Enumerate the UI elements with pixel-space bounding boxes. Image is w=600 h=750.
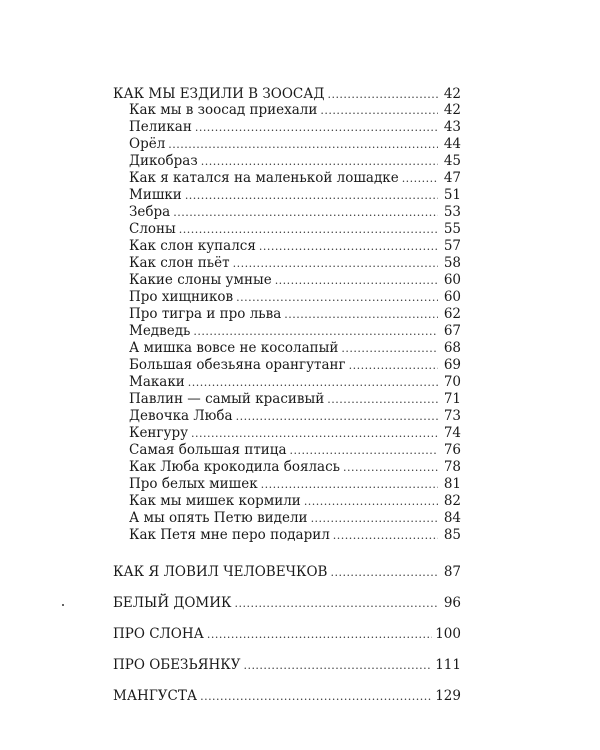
dot-leader xyxy=(311,510,438,527)
dot-leader xyxy=(284,306,438,323)
stray-ink-dot xyxy=(62,604,64,606)
dot-leader xyxy=(320,102,438,119)
toc-item xyxy=(129,476,461,493)
toc-item-title: Как слон купался xyxy=(129,238,256,254)
toc-page-number: 85 xyxy=(443,527,461,543)
toc-item xyxy=(129,357,461,374)
dot-leader xyxy=(333,527,438,544)
toc-page-number: 62 xyxy=(443,306,461,322)
toc-item-title: Павлин — самый красивый xyxy=(129,391,325,407)
toc-section-title: ПРО СЛОНА xyxy=(113,626,204,642)
toc-item-title: Медведь xyxy=(129,323,191,339)
dot-leader xyxy=(290,442,438,459)
dot-leader xyxy=(193,323,438,340)
toc-page-number: 111 xyxy=(435,657,461,673)
toc-page-number: 44 xyxy=(443,136,461,152)
dot-leader xyxy=(195,119,438,136)
toc-item xyxy=(129,204,461,221)
toc-page-number: 68 xyxy=(443,340,461,356)
toc-page-number: 81 xyxy=(443,476,461,492)
toc-section-title: КАК МЫ ЕЗДИЛИ В ЗООСАД xyxy=(113,86,325,102)
toc-item xyxy=(129,374,461,391)
toc-item xyxy=(129,255,461,272)
toc-page-number: 74 xyxy=(443,425,461,441)
dot-leader xyxy=(185,187,438,204)
toc-item xyxy=(129,459,461,476)
toc-section xyxy=(113,564,461,581)
toc-page-number: 71 xyxy=(443,391,461,407)
dot-leader xyxy=(327,86,438,103)
toc-page-number: 76 xyxy=(443,442,461,458)
toc-page-number: 67 xyxy=(443,323,461,339)
toc-section-title: БЕЛЫЙ ДОМИК xyxy=(113,595,232,611)
dot-leader xyxy=(243,657,432,674)
toc-item-title: Слоны xyxy=(129,221,176,237)
toc-page-number: 47 xyxy=(443,170,461,186)
toc-item xyxy=(129,391,461,408)
toc-item xyxy=(129,289,461,306)
dot-leader xyxy=(236,408,438,425)
toc-item xyxy=(129,153,461,170)
toc-page-number: 96 xyxy=(443,595,461,611)
toc-page-number: 42 xyxy=(443,102,461,118)
toc-item xyxy=(129,340,461,357)
dot-leader xyxy=(341,340,438,357)
toc-item-title: Мишки xyxy=(129,187,182,203)
toc-item xyxy=(129,238,461,255)
toc-item xyxy=(129,136,461,153)
toc-item xyxy=(129,306,461,323)
toc-item-title: Как я катался на маленькой лошадке xyxy=(129,170,399,186)
toc-item-title: Как мы в зоосад приехали xyxy=(129,102,318,118)
dot-leader xyxy=(233,255,438,272)
dot-leader xyxy=(261,476,438,493)
toc-item xyxy=(129,442,461,459)
toc-item xyxy=(129,510,461,527)
dot-leader xyxy=(179,221,438,238)
toc-item xyxy=(129,527,461,544)
dot-leader xyxy=(259,238,438,255)
dot-leader xyxy=(188,374,438,391)
dot-leader xyxy=(173,204,438,221)
toc-page-number: 45 xyxy=(443,153,461,169)
toc-page-number: 84 xyxy=(443,510,461,526)
toc-page-number: 60 xyxy=(443,289,461,305)
dot-leader xyxy=(207,626,432,643)
toc-item-title: Кенгуру xyxy=(129,425,189,441)
toc-item xyxy=(129,408,461,425)
toc-page-number: 43 xyxy=(443,119,461,135)
toc-item xyxy=(129,119,461,136)
toc-item xyxy=(129,221,461,238)
toc-page-number: 129 xyxy=(435,688,461,704)
dot-leader xyxy=(327,391,438,408)
toc-page-number: 57 xyxy=(443,238,461,254)
dot-leader xyxy=(402,170,438,187)
dot-leader xyxy=(330,564,438,581)
toc-page-number: 69 xyxy=(443,357,461,373)
toc-page-number: 78 xyxy=(443,459,461,475)
toc-item-title: Макаки xyxy=(129,374,185,390)
toc-section-title: КАК Я ЛОВИЛ ЧЕЛОВЕЧКОВ xyxy=(113,564,328,580)
toc-item-title: Как слон пьёт xyxy=(129,255,230,271)
dot-leader xyxy=(191,425,438,442)
toc-item xyxy=(129,170,461,187)
toc-item-title: Про тигра и про льва xyxy=(129,306,282,322)
toc-item-title: Как мы мишек кормили xyxy=(129,493,301,509)
toc-section-title: МАНГУСТА xyxy=(113,688,198,704)
toc-page-number: 58 xyxy=(443,255,461,271)
toc-page-number: 55 xyxy=(443,221,461,237)
dot-leader xyxy=(304,493,438,510)
toc-page-number: 82 xyxy=(443,493,461,509)
dot-leader xyxy=(275,272,438,289)
dot-leader xyxy=(234,595,438,612)
toc-item-title: Большая обезьяна орангутанг xyxy=(129,357,346,373)
toc-item xyxy=(129,425,461,442)
toc-section-title: ПРО ОБЕЗЬЯНКУ xyxy=(113,657,241,673)
toc-page-number: 51 xyxy=(443,187,461,203)
toc-page-number: 60 xyxy=(443,272,461,288)
dot-leader xyxy=(201,153,438,170)
toc-item-title: Самая большая птица xyxy=(129,442,287,458)
toc-section xyxy=(113,657,461,674)
toc-page-number: 100 xyxy=(435,626,461,642)
toc-page-number: 53 xyxy=(443,204,461,220)
toc-item-title: Про хищников xyxy=(129,289,234,305)
toc-item-title: А мы опять Петю видели xyxy=(129,510,308,526)
toc-item-title: Как Петя мне перо подарил xyxy=(129,527,330,543)
toc-item-title: Орёл xyxy=(129,136,166,152)
toc-item-title: Пеликан xyxy=(129,119,192,135)
dot-leader xyxy=(200,688,432,705)
toc-page-number: 87 xyxy=(443,564,461,580)
toc-item xyxy=(129,493,461,510)
toc-page-number: 70 xyxy=(443,374,461,390)
toc-item-title: Какие слоны умные xyxy=(129,272,272,288)
dot-leader xyxy=(236,289,438,306)
toc-page-number: 42 xyxy=(443,86,461,102)
toc-item-title: Дикобраз xyxy=(129,153,198,169)
toc-item xyxy=(129,323,461,340)
toc-item-title: Как Люба крокодила боялась xyxy=(129,459,341,475)
toc-page-number: 73 xyxy=(443,408,461,424)
toc-item xyxy=(129,187,461,204)
dot-leader xyxy=(343,459,438,476)
toc-item-title: А мишка вовсе не косолапый xyxy=(129,340,339,356)
toc-item xyxy=(129,102,461,119)
toc-section xyxy=(113,86,461,103)
toc-section xyxy=(113,626,461,643)
toc-item-title: Зебра xyxy=(129,204,171,220)
dot-leader xyxy=(168,136,438,153)
toc-item-title: Девочка Люба xyxy=(129,408,233,424)
toc-item-title: Про белых мишек xyxy=(129,476,258,492)
toc-item xyxy=(129,272,461,289)
dot-leader xyxy=(349,357,438,374)
toc-section xyxy=(113,595,461,612)
toc-section xyxy=(113,688,461,705)
